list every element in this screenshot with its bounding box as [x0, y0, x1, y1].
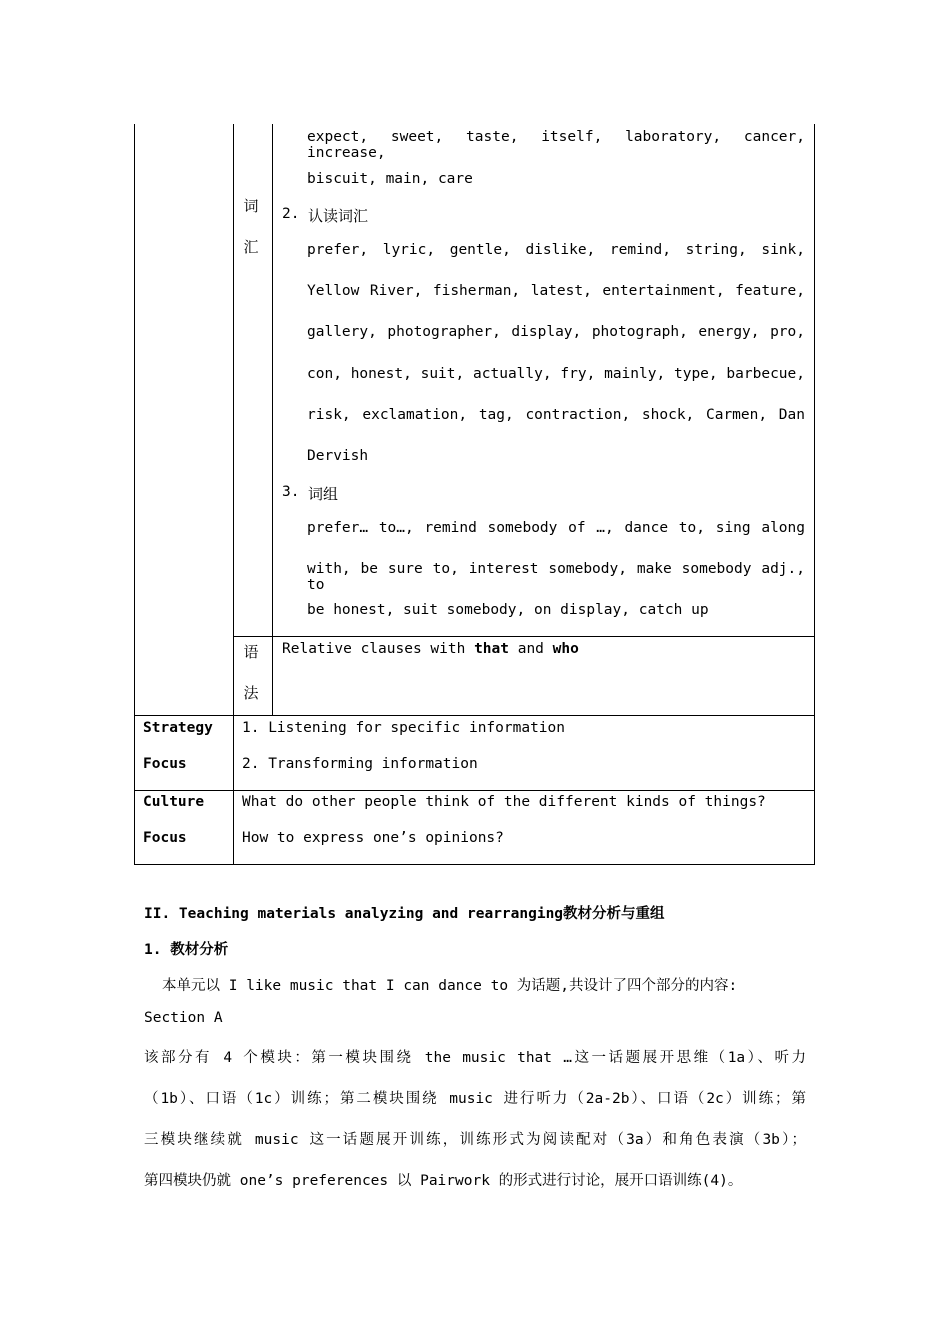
grammar-keyword-who: who — [552, 641, 579, 657]
sub-heading: 1. 教材分析 — [144, 942, 229, 958]
vocab-line: biscuit, main, care — [307, 171, 473, 187]
table-row-divider-vocab — [233, 636, 815, 637]
phrase-line: with, be sure to, interest somebody, make somebody adj., to — [307, 561, 805, 593]
strategy-item: 2. Transforming information — [242, 756, 478, 772]
body-paragraph-line: 三模块继续就 music 这一话题展开训练，训练形式为阅读配对（3a）和角色表演（3b）； — [144, 1132, 806, 1148]
table-border-bottom — [134, 864, 815, 865]
grammar-text-and: and — [508, 641, 553, 657]
vocab-line: prefer, lyric, gentle, dislike, remind, string, sink, — [307, 242, 805, 258]
strategy-label-2: Focus — [143, 756, 187, 772]
table-col-divider-2 — [272, 124, 273, 716]
vocab-line: con, honest, suit, actually, fry, mainly, type, barbecue, — [307, 366, 805, 382]
section-a-label: Section A — [144, 1010, 223, 1026]
table-border-right — [814, 124, 815, 865]
vocab-label-char-1: 词 — [243, 197, 259, 215]
grammar-text — [282, 641, 579, 657]
vocab-line: expect, sweet, taste, itself, laboratory, cancer, increase, — [307, 129, 805, 161]
table-row-divider-grammar — [134, 715, 815, 716]
phrase-line: be honest, suit somebody, on display, catch up — [307, 602, 709, 618]
table-col-divider-1 — [233, 124, 234, 865]
item-number: 3. — [282, 484, 300, 500]
culture-item: What do other people think of the different kinds of things? — [242, 794, 766, 810]
culture-label-2: Focus — [143, 830, 187, 846]
item-heading: 词组 — [308, 485, 339, 503]
table-row-divider-strategy — [134, 790, 815, 791]
item-heading: 认读词汇 — [308, 207, 369, 225]
body-paragraph-line: （1b）、口语（1c）训练；第二模块围绕 music 进行听力（2a-2b）、口语（2c）训练；第 — [144, 1091, 806, 1107]
phrase-line: prefer… to…, remind somebody of …, dance to, sing along — [307, 520, 805, 536]
body-paragraph-line: 第四模块仍就 one’s preferences 以 Pairwork 的形式进行讨论，展开口语训练(4)。 — [144, 1173, 743, 1189]
table-border-left — [134, 124, 135, 865]
vocab-label-char-2: 汇 — [243, 238, 259, 256]
intro-paragraph: 本单元以 I like music that I can dance to 为话题,共设计了四个部分的内容: — [162, 978, 738, 994]
item-number: 2. — [282, 206, 300, 222]
vocab-line: Yellow River, fisherman, latest, entertainment, feature, — [307, 283, 805, 299]
strategy-item: 1. Listening for specific information — [242, 720, 566, 736]
grammar-label-char-1: 语 — [243, 643, 259, 661]
culture-item: How to express one’s opinions? — [242, 830, 504, 846]
grammar-label-char-2: 法 — [243, 684, 259, 702]
vocab-line: Dervish — [307, 448, 369, 464]
section-heading: II. Teaching materials analyzing and rearranging教材分析与重组 — [144, 906, 665, 922]
strategy-label-1: Strategy — [143, 720, 213, 736]
vocab-line: gallery, photographer, display, photograph, energy, pro, — [307, 324, 805, 340]
grammar-keyword-that: that — [474, 641, 509, 657]
grammar-text-pre: Relative clauses with — [282, 641, 475, 657]
body-paragraph-line: 该部分有 4 个模块：第一模块围绕 the music that …这一话题展开思维（1a）、听力 — [144, 1050, 806, 1066]
vocab-line: risk, exclamation, tag, contraction, shock, Carmen, Dan — [307, 407, 805, 423]
culture-label-1: Culture — [143, 794, 205, 810]
